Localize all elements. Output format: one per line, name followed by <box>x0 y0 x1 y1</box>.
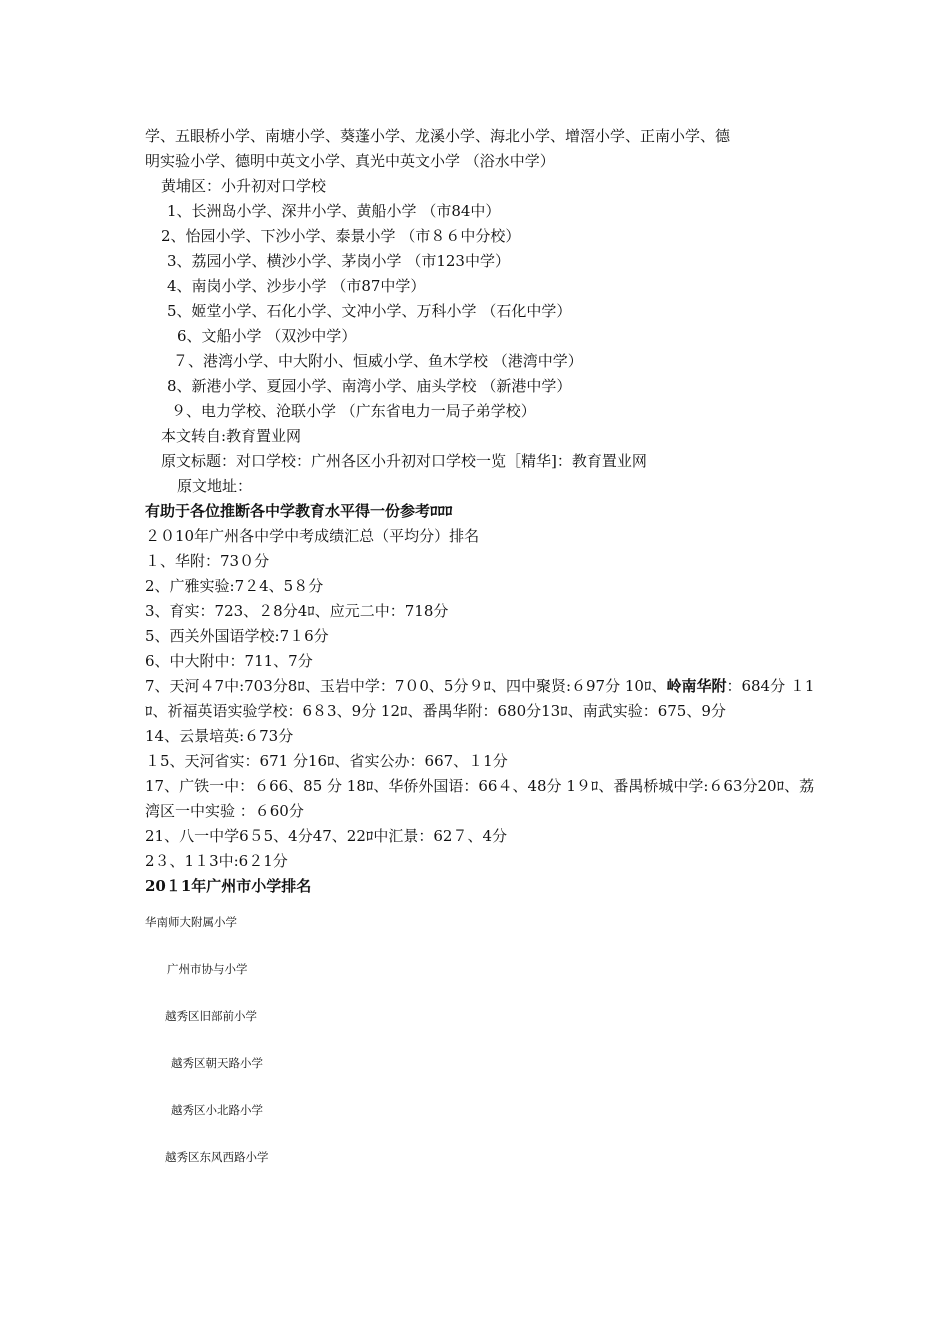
huangpu-item: 5、姬堂小学、石化小学、文冲小学、万科小学 （石化中学） <box>167 302 572 320</box>
ranking-row: 2３、1１3中:6２1分 <box>145 852 288 870</box>
huangpu-item: 4、南岗小学、沙步小学 （市87中学） <box>167 277 426 295</box>
school-item: 越秀区小北路小学 <box>171 1103 263 1117</box>
ranking-row-7 <box>145 674 815 724</box>
ranking-row: 3、育实：723、２8分4ﾛ、应元二中：718分 <box>145 602 449 620</box>
ranking-2011-heading: 20１1年广州市小学排名 <box>145 877 312 895</box>
school-item: 越秀区东风西路小学 <box>165 1150 269 1164</box>
school-item: 越秀区旧部前小学 <box>165 1009 257 1023</box>
ranking-row-7-part-a: 7、天河４7中:703分8ﾛ、玉岩中学：7０0、5分９ﾛ、四中聚贤:６97分 10ﾛ、 <box>145 677 667 695</box>
ranking-row: 5、西关外国语学校:7１6分 <box>145 627 329 645</box>
ranking-row-7-bold: 岭南华附 <box>666 677 727 695</box>
intro-line-1: 学、五眼桥小学、南塘小学、葵蓬小学、龙溪小学、海北小学、增滘小学、正南小学、德 <box>145 127 731 145</box>
huangpu-title: 黄埔区：小升初对口学校 <box>161 177 327 195</box>
ranking-row: 6、中大附中：711、7分 <box>145 652 313 670</box>
huangpu-item: ７、港湾小学、中大附小、恒威小学、鱼木学校 （港湾中学） <box>173 352 583 370</box>
huangpu-item: ９、电力学校、沧联小学 （广东省电力一局子弟学校） <box>171 402 536 420</box>
intro-line-2: 明实验小学、德明中英文小学、真光中英文小学 （浴水中学） <box>145 152 555 170</box>
ranking-row: １5、天河省实：671 分16ﾛ、省实公办：667、１1分 <box>145 752 508 770</box>
school-item: 广州市协与小学 <box>167 962 248 976</box>
original-address: 原文地址： <box>177 477 253 495</box>
huangpu-item: 2、怡园小学、下沙小学、泰景小学 （市８６中分校） <box>161 227 521 245</box>
ranking-row-7-part-b: ：684分 １1ﾛ、祈福英语实验学校：6８3、9分 12ﾛ、番禺华附：680分13ﾛ、南武实验：675、9分 <box>145 677 815 720</box>
ranking-row: １、华附：73０分 <box>145 552 270 570</box>
ranking-row-17: 17、广铁一中：６66、85 分 18ﾛ、华侨外国语：66４、48分 1９ﾛ、番禺桥城中学:６63分20ﾛ、荔湾区一中实验 ：６60分 <box>145 777 815 820</box>
ranking-row: 2、广雅实验:7２4、5８分 <box>145 577 324 595</box>
source-note: 本文转自:教育置业网 <box>161 427 302 445</box>
huangpu-item: 1、长洲岛小学、深井小学、黄船小学 （市84中） <box>167 202 501 220</box>
ranking-2010-heading: 有助于各位推断各中学教育水平得一份参考ﾛﾛﾛ <box>145 502 453 520</box>
huangpu-item: 8、新港小学、夏园小学、南湾小学、庙头学校 （新港中学） <box>167 377 572 395</box>
ranking-2010-subtitle: ２０10年广州各中学中考成绩汇总（平均分）排名 <box>145 527 480 545</box>
school-item: 越秀区朝天路小学 <box>171 1056 263 1070</box>
original-title: 原文标题：对口学校：广州各区小升初对口学校一览［精华]：教育置业网 <box>161 452 647 470</box>
document-page <box>145 124 815 1181</box>
huangpu-item: 3、荔园小学、横沙小学、茅岗小学 （市123中学） <box>167 252 510 270</box>
ranking-row: 14、云景培英:６73分 <box>145 727 294 745</box>
huangpu-item: 6、文船小学 （双沙中学） <box>177 327 357 345</box>
school-item: 华南师大附属小学 <box>145 915 237 929</box>
ranking-row: 21、八一中学6５5、4分47、22ﾛ中汇景：62７、4分 <box>145 827 508 845</box>
